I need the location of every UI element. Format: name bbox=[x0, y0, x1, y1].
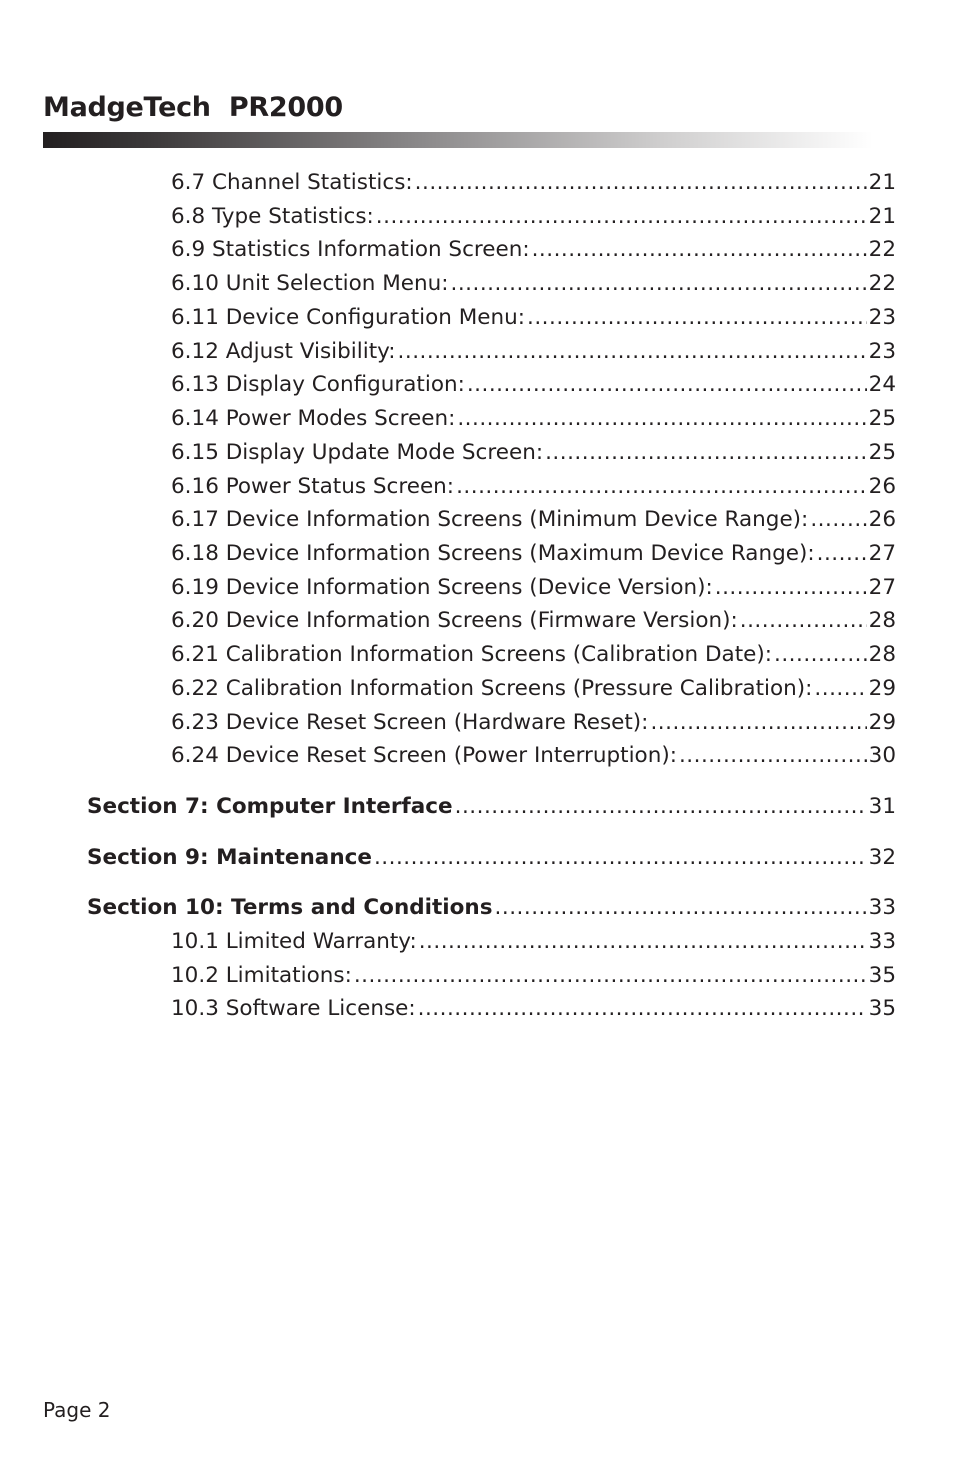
toc-entry-page: 29 bbox=[868, 676, 896, 701]
toc-entry[interactable] bbox=[171, 675, 896, 703]
toc-entry-label: 6.18 Device Information Screens (Maximum Device Range): bbox=[171, 541, 815, 566]
toc-entry-label: 6.24 Device Reset Screen (Power Interruption): bbox=[171, 743, 677, 768]
toc-entry-label: 10.1 Limited Warranty: bbox=[171, 929, 417, 954]
toc-entry-page: 27 bbox=[868, 541, 896, 566]
toc-leader-dots bbox=[817, 540, 867, 568]
toc-entry[interactable] bbox=[171, 473, 896, 501]
toc-entry-label: 6.20 Device Information Screens (Firmware Version): bbox=[171, 608, 738, 633]
toc-entry[interactable] bbox=[171, 962, 896, 990]
toc-entry-page: 33 bbox=[868, 895, 896, 920]
toc-leader-dots bbox=[679, 742, 867, 770]
toc-leader-dots bbox=[715, 574, 867, 602]
toc-leader-dots bbox=[810, 506, 866, 534]
toc-entry-label: 6.11 Device Configuration Menu: bbox=[171, 305, 525, 330]
toc-entry-page: 21 bbox=[868, 204, 896, 229]
toc-leader-dots bbox=[418, 995, 867, 1023]
toc-leader-dots bbox=[650, 709, 866, 737]
toc-leader-dots bbox=[374, 844, 867, 872]
toc-leader-dots bbox=[545, 439, 867, 467]
toc-entry-label: 6.15 Display Update Mode Screen: bbox=[171, 440, 544, 465]
toc-entry-page: 21 bbox=[868, 170, 896, 195]
toc-entry-label: 6.16 Power Status Screen: bbox=[171, 474, 455, 499]
toc-entry-label: 10.2 Limitations: bbox=[171, 963, 352, 988]
toc-entry[interactable] bbox=[171, 371, 896, 399]
toc-entry-label: 6.9 Statistics Information Screen: bbox=[171, 237, 530, 262]
toc-entry-page: 31 bbox=[868, 794, 896, 819]
toc-section-label: Section 10: Terms and Conditions bbox=[87, 895, 493, 920]
toc-leader-dots bbox=[354, 962, 867, 990]
toc-leader-dots bbox=[419, 928, 867, 956]
header-gradient-rule bbox=[43, 132, 873, 148]
toc-leader-dots bbox=[376, 203, 867, 231]
toc-leader-dots bbox=[451, 270, 867, 298]
toc-entry-label: 6.10 Unit Selection Menu: bbox=[171, 271, 449, 296]
toc-leader-dots bbox=[495, 894, 867, 922]
toc-entry-label: 6.22 Calibration Information Screens (Pressure Calibration): bbox=[171, 676, 813, 701]
document-header-title: MadgeTech PR2000 bbox=[43, 92, 343, 123]
toc-entry-page: 25 bbox=[868, 440, 896, 465]
toc-entry-page: 22 bbox=[868, 237, 896, 262]
toc-leader-dots bbox=[740, 607, 867, 635]
toc-entry-label: 6.12 Adjust Visibility: bbox=[171, 339, 396, 364]
toc-entry-page: 23 bbox=[868, 339, 896, 364]
toc-leader-dots bbox=[415, 169, 867, 197]
toc-entry[interactable] bbox=[171, 641, 896, 669]
toc-leader-dots bbox=[457, 405, 866, 433]
toc-entry-page: 30 bbox=[868, 743, 896, 768]
toc-entry-page: 35 bbox=[868, 996, 896, 1021]
toc-entry-page: 23 bbox=[868, 305, 896, 330]
toc-leader-dots bbox=[532, 236, 867, 264]
toc-entry[interactable] bbox=[171, 439, 896, 467]
toc-entry-label: 6.23 Device Reset Screen (Hardware Reset): bbox=[171, 710, 649, 735]
toc-entry-page: 22 bbox=[868, 271, 896, 296]
toc-entry-page: 28 bbox=[868, 608, 896, 633]
toc-entry[interactable] bbox=[171, 338, 896, 366]
toc-leader-dots bbox=[456, 473, 867, 501]
toc-section-entry[interactable] bbox=[87, 844, 896, 872]
toc-entry[interactable] bbox=[171, 928, 896, 956]
toc-section-entry[interactable] bbox=[87, 894, 896, 922]
toc-entry-label: 6.21 Calibration Information Screens (Calibration Date): bbox=[171, 642, 772, 667]
toc-entry-page: 25 bbox=[868, 406, 896, 431]
toc-leader-dots bbox=[398, 338, 867, 366]
toc-entry[interactable] bbox=[171, 506, 896, 534]
toc-entry-page: 27 bbox=[868, 575, 896, 600]
toc-entry[interactable] bbox=[171, 304, 896, 332]
toc-entry-page: 28 bbox=[868, 642, 896, 667]
toc-entry[interactable] bbox=[171, 270, 896, 298]
toc-section-entry[interactable] bbox=[87, 793, 896, 821]
toc-entry[interactable] bbox=[171, 709, 896, 737]
toc-entry[interactable] bbox=[171, 405, 896, 433]
toc-leader-dots bbox=[774, 641, 867, 669]
toc-entry[interactable] bbox=[171, 607, 896, 635]
toc-entry-label: 6.7 Channel Statistics: bbox=[171, 170, 413, 195]
toc-entry[interactable] bbox=[171, 540, 896, 568]
toc-entry[interactable] bbox=[171, 995, 896, 1023]
toc-entry-page: 26 bbox=[868, 507, 896, 532]
toc-entry-page: 26 bbox=[868, 474, 896, 499]
toc-entry-page: 32 bbox=[868, 845, 896, 870]
toc-entry[interactable] bbox=[171, 236, 896, 264]
toc-entry-page: 29 bbox=[868, 710, 896, 735]
toc-leader-dots bbox=[527, 304, 867, 332]
toc-entry-page: 24 bbox=[868, 372, 896, 397]
toc-section-label: Section 9: Maintenance bbox=[87, 845, 372, 870]
toc-entry[interactable] bbox=[171, 742, 896, 770]
toc-entry-label: 6.13 Display Configuration: bbox=[171, 372, 465, 397]
toc-leader-dots bbox=[455, 793, 867, 821]
toc-entry-label: 6.17 Device Information Screens (Minimum Device Range): bbox=[171, 507, 809, 532]
toc-entry-label: 10.3 Software License: bbox=[171, 996, 416, 1021]
toc-leader-dots bbox=[814, 675, 866, 703]
toc-entry[interactable] bbox=[171, 203, 896, 231]
toc-entry-label: 6.8 Type Statistics: bbox=[171, 204, 374, 229]
toc-entry-label: 6.19 Device Information Screens (Device Version): bbox=[171, 575, 713, 600]
toc-leader-dots bbox=[467, 371, 867, 399]
toc-entry-page: 35 bbox=[868, 963, 896, 988]
toc-entry-label: 6.14 Power Modes Screen: bbox=[171, 406, 456, 431]
page-number-footer: Page 2 bbox=[43, 1398, 111, 1422]
toc-entry[interactable] bbox=[171, 169, 896, 197]
toc-entry[interactable] bbox=[171, 574, 896, 602]
toc-section-label: Section 7: Computer Interface bbox=[87, 794, 453, 819]
toc-entry-page: 33 bbox=[868, 929, 896, 954]
